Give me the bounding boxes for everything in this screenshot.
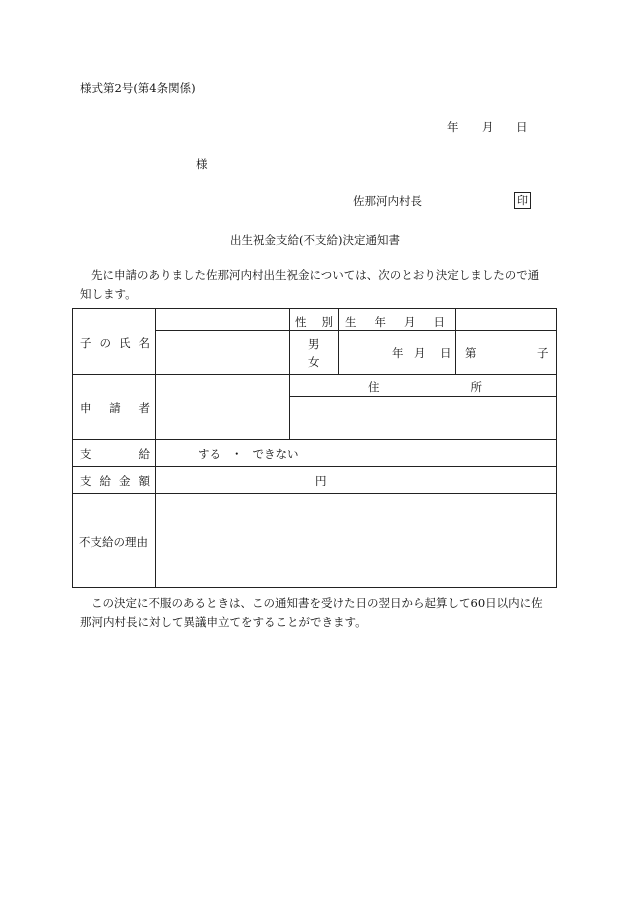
date-day-label: 日 (516, 120, 528, 134)
seal-mark: 印 (514, 192, 531, 209)
birth-month-label: 月 (414, 346, 426, 360)
gender-female: 女 (308, 355, 320, 369)
birthdate-header: 生 年 月 日 (345, 315, 445, 329)
payment-options: する ・ できない (198, 447, 299, 461)
addressee-suffix: 様 (196, 157, 208, 171)
birth-day-label: 日 (440, 346, 452, 360)
document-title: 出生祝金支給(不支給)決定通知書 (230, 233, 400, 247)
footer-line-2: 那河内村長に対して異議申立てをすることができます。 (80, 615, 367, 629)
date-year-label: 年 (447, 120, 459, 134)
intro-line-1: 先に申請のありました佐那河内村出生祝金については、次のとおり決定しましたので通 (91, 268, 540, 282)
child-name-label: 子 の 氏 名 (80, 336, 150, 350)
amount-label: 支 給 金 額 (80, 474, 150, 488)
sender-name: 佐那河内村長 (353, 194, 422, 208)
reason-label: 不支給の理由 (79, 535, 148, 549)
gender-header: 性 別 (295, 315, 333, 329)
gender-male: 男 (308, 337, 320, 351)
address-header: 住 所 (368, 380, 482, 394)
applicant-label: 申 請 者 (80, 401, 150, 415)
child-order-prefix: 第 (465, 346, 477, 360)
payment-label: 支 給 (80, 447, 150, 461)
date-month-label: 月 (482, 120, 494, 134)
birth-year-label: 年 (392, 346, 404, 360)
child-order-suffix: 子 (537, 346, 549, 360)
amount-unit: 円 (315, 474, 327, 488)
form-number: 様式第2号(第4条関係) (80, 81, 196, 95)
intro-line-2: 知します。 (80, 287, 137, 301)
footer-line-1: この決定に不服のあるときは、この通知書を受けた日の翌日から起算して60日以内に佐 (91, 596, 543, 610)
